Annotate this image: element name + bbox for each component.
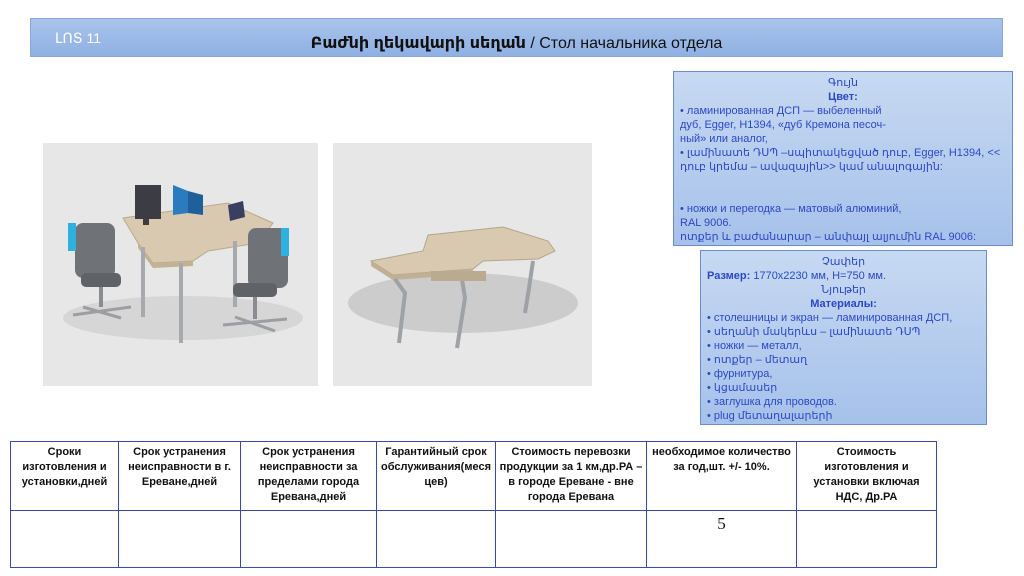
materials-heading-russian: Материалы: xyxy=(810,298,877,310)
size-materials-panel xyxy=(700,250,987,425)
size-line xyxy=(707,269,980,283)
color-line: RAL 9006. xyxy=(680,217,732,229)
lot-label: ԼՈՏ 11 xyxy=(55,30,102,46)
header-banner xyxy=(30,18,1003,57)
color-line: ный» или аналог, xyxy=(680,133,768,145)
materials-line: • ножки — металл, xyxy=(707,340,802,352)
page-title xyxy=(31,34,1002,54)
table-cell xyxy=(377,511,496,568)
materials-line: • կցամասեր xyxy=(707,382,778,394)
table-header-row xyxy=(11,442,937,511)
materials-line: • ոտքեր – մետաղ xyxy=(707,354,808,366)
column-header: Гарантийный срок обслуживания(меся цев) xyxy=(377,442,496,511)
column-header: Срок устранения неисправности в г. Ереване,дней xyxy=(119,442,241,511)
desk-image xyxy=(333,143,592,386)
materials-line: • фурнитура, xyxy=(707,368,773,380)
materials-line: • plug մետաղալարերի xyxy=(707,410,833,422)
color-line: • ламинированная ДСП — выбеленный xyxy=(680,105,882,117)
size-heading-armenian: Չափեր xyxy=(821,256,866,268)
column-header: Стоимость изготовления и установки включая НДС, Др.РА xyxy=(797,442,937,511)
size-value: 1770x2230 мм, Н=750 мм. xyxy=(750,270,887,282)
size-label: Размер: xyxy=(707,270,751,282)
table-cell xyxy=(241,511,377,568)
specs-table xyxy=(10,441,937,568)
color-line: դուբ կրեմա – ավազային>> կամ անալոգային: xyxy=(680,161,943,173)
spacer xyxy=(680,174,1006,202)
color-line: • լամինատե ԴՍՊ –սպիտակեցված դուբ, Egger, H1394, << xyxy=(680,147,1001,159)
table-cell xyxy=(119,511,241,568)
table-cell xyxy=(797,511,937,568)
column-header: Сроки изготовления и установки,дней xyxy=(11,442,119,511)
table-row xyxy=(11,511,937,568)
materials-line: • столешницы и экран — ламинированная ДСП, xyxy=(707,312,953,324)
color-heading-russian: Цвет: xyxy=(828,91,858,103)
title-separator: / xyxy=(525,35,540,52)
materials-line: • սեղանի մակերևս – լամինատե ԴՍՊ xyxy=(707,326,921,338)
color-info-panel xyxy=(673,71,1013,246)
color-line: • ножки и перегодка — матовый алюминий, xyxy=(680,203,902,215)
column-header: Стоимость перевозки продукции за 1 км,др.РА –в городе Ереване - вне города Еревана xyxy=(496,442,647,511)
color-line: дуб, Egger, H1394, «дуб Кремона песоч- xyxy=(680,119,886,131)
quantity-cell: 5 xyxy=(647,511,797,568)
color-heading-armenian: Գույն xyxy=(828,77,858,89)
color-line: ոտքեր և բաժանարար – անփայլ ալյումին RAL 9006: xyxy=(680,231,977,243)
materials-line: • заглушка для проводов. xyxy=(707,396,837,408)
title-armenian: Բաժնի ղեկավարի սեղան xyxy=(310,35,526,52)
desk-with-chairs-image xyxy=(43,143,318,386)
materials-heading-armenian: Նյութեր xyxy=(821,284,866,296)
table-cell xyxy=(496,511,647,568)
column-header: Срок устранения неисправности за пределами города Еревана,дней xyxy=(241,442,377,511)
column-header: необходимое количество за год,шт. +/- 10%. xyxy=(647,442,797,511)
table-cell xyxy=(11,511,119,568)
title-russian: Стол начальника отдела xyxy=(539,35,723,52)
